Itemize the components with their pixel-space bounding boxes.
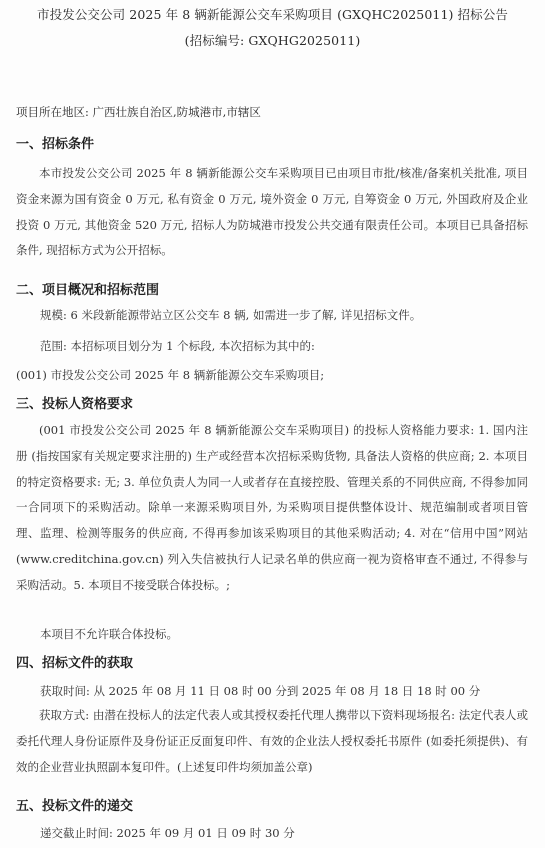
document-title: 市投发公交公司 2025 年 8 辆新能源公交车采购项目 (GXQHC2025011) 招标公告 xyxy=(37,7,508,22)
submission-deadline-line: 递交截止时间: 2025 年 09 月 01 日 09 时 30 分 xyxy=(40,826,295,840)
obtaining-method-paragraph: 获取方式: 由潜在投标人的法定代表人或其授权委托代理人携带以下资料现场报名: 法定代表人或委托代理人身份证原件及身份证正反面复印件、有效的企业法人授权委托书原件 (如委托须提供)、有效的企业营业执照副本复印件。(上述复印件均须加盖公章) xyxy=(16,708,528,774)
qualification-requirements-paragraph: (001 市投发公交公司 2025 年 8 辆新能源公交车采购项目) 的投标人资格能力要求: 1. 国内注册 (指按国家有关规定要求注册的) 生产或经营本次招标采购货物, 具备法人资格的供应商; 2. 本项目的特定资格要求: 无; 3. 单位负责人为同一人或者存在直接控股、管理关系的不同供应商, 不得参加同一合同项下的采购活动。除单一来源采购项目外, 为采购项目提供整体设计、规范编制或者项目管理、监理、检测等服务的供应商, 不得再参加该采购项目的其他采购活动; 4. 对在“信用中国”网站 (www.creditchina.gov.cn) 列入失信被执行人记录名单的供应商一视为资格审查不通过, 不得参与采购活动。5. 本项目不接受联合体投标。; xyxy=(16,423,528,592)
project-location: 项目所在地区: 广西壮族自治区,防城港市,市辖区 xyxy=(16,105,261,119)
section-heading-bidder-qualifications: 三、投标人资格要求 xyxy=(16,397,134,412)
project-scale-line: 规模: 6 米段新能源带站立区公交车 8 辆, 如需进一步了解, 详见招标文件。 xyxy=(40,308,422,322)
no-consortium-note: 本项目不允许联合体投标。 xyxy=(40,627,178,641)
section-heading-obtaining-documents: 四、招标文件的获取 xyxy=(16,656,134,671)
bidding-conditions-paragraph: 本市投发公交公司 2025 年 8 辆新能源公交车采购项目已由项目市批/核准/备案机关批准, 项目资金来源为国有资金 0 万元, 私有资金 0 万元, 境外资金 0 万元, 自筹资金 0 万元, 外国政府及企业投资 0 万元, 其他资金 520 万元, 招标人为防城港市投发公共交通有限责任公司。本项目已具备招标条件, 现招标方式为公开招标。 xyxy=(16,166,528,258)
lot-line: (001) 市投发公交公司 2025 年 8 辆新能源公交车采购项目; xyxy=(16,368,325,382)
obtaining-time-line: 获取时间: 从 2025 年 08 月 11 日 08 时 00 分到 2025 年 08 月 18 日 18 时 00 分 xyxy=(40,684,481,698)
section-heading-bidding-conditions: 一、招标条件 xyxy=(16,137,95,152)
tender-number: (招标编号: GXQHG2025011) xyxy=(184,33,361,48)
section-heading-project-overview: 二、项目概况和招标范围 xyxy=(16,283,160,298)
section-heading-submission: 五、投标文件的递交 xyxy=(16,799,134,814)
project-scope-line: 范围: 本招标项目划分为 1 个标段, 本次招标为其中的: xyxy=(40,339,315,353)
